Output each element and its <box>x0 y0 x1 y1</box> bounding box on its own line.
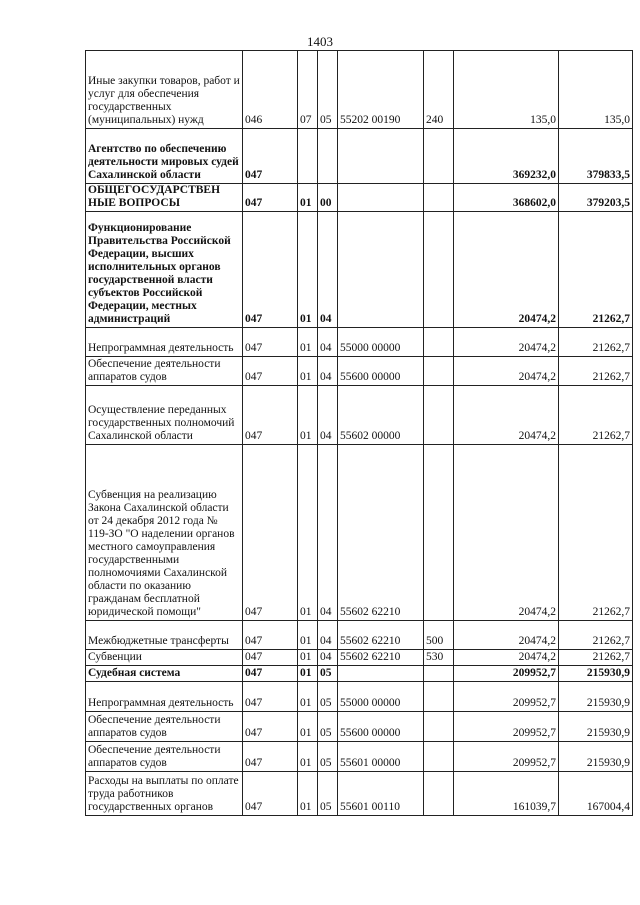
row-amount-year-1: 209952,7 <box>454 712 559 742</box>
table-body <box>86 51 633 816</box>
row-section-code: 01 <box>298 650 318 666</box>
row-expense-type <box>424 357 454 386</box>
row-name: Обеспечение деятельности аппаратов судов <box>86 712 243 742</box>
row-amount-year-1: 20474,2 <box>454 445 559 621</box>
row-name: Иные закупки товаров, работ и услуг для обеспечения государственных (муниципальных) нужд <box>86 51 243 129</box>
row-section-code <box>298 129 318 184</box>
row-ved-code: 047 <box>243 184 298 212</box>
table-row <box>86 129 633 184</box>
row-name: Субвенция на реализацию Закона Сахалинской области от 24 декабря 2012 года № 119-ЗО "О наделении органов местного самоуправления государственными полномочиями Сахалинской области по оказанию гражданам бесплатной юридической помощи" <box>86 445 243 621</box>
table-row <box>86 51 633 129</box>
row-name: Функционирование Правительства Российской Федерации, высших исполнительных органов государственной власти субъектов Российской Федерации, местных администраций <box>86 212 243 328</box>
row-name: Непрограммная деятельность <box>86 328 243 357</box>
row-amount-year-1: 368602,0 <box>454 184 559 212</box>
row-subsection-code: 04 <box>318 328 338 357</box>
row-section-code: 01 <box>298 357 318 386</box>
row-ved-code: 047 <box>243 357 298 386</box>
page-number: 1403 <box>307 34 333 49</box>
row-subsection-code: 05 <box>318 772 338 816</box>
row-name: Расходы на выплаты по оплате труда работников государственных органов <box>86 772 243 816</box>
table-row <box>86 650 633 666</box>
row-amount-year-1: 20474,2 <box>454 357 559 386</box>
row-amount-year-2: 21262,7 <box>559 621 633 650</box>
row-section-code: 01 <box>298 386 318 445</box>
row-target-article: 55000 00000 <box>338 328 424 357</box>
table-row <box>86 184 633 212</box>
row-subsection-code: 04 <box>318 650 338 666</box>
row-ved-code: 047 <box>243 666 298 682</box>
row-name: Судебная система <box>86 666 243 682</box>
row-ved-code: 047 <box>243 682 298 712</box>
table-row <box>86 666 633 682</box>
row-expense-type <box>424 212 454 328</box>
row-ved-code: 047 <box>243 621 298 650</box>
row-amount-year-2: 215930,9 <box>559 742 633 772</box>
row-target-article: 55602 62210 <box>338 650 424 666</box>
table-row <box>86 386 633 445</box>
table-row <box>86 328 633 357</box>
row-amount-year-2: 135,0 <box>559 51 633 129</box>
row-ved-code: 047 <box>243 129 298 184</box>
row-name: Субвенции <box>86 650 243 666</box>
row-amount-year-1: 209952,7 <box>454 682 559 712</box>
scan-artifact <box>0 410 60 470</box>
row-target-article: 55600 00000 <box>338 712 424 742</box>
row-expense-type <box>424 445 454 621</box>
row-subsection-code: 04 <box>318 212 338 328</box>
row-name: Непрограммная деятельность <box>86 682 243 712</box>
row-name: Межбюджетные трансферты <box>86 621 243 650</box>
row-ved-code: 047 <box>243 445 298 621</box>
table-row <box>86 621 633 650</box>
row-amount-year-2: 21262,7 <box>559 357 633 386</box>
row-section-code: 01 <box>298 712 318 742</box>
row-subsection-code: 04 <box>318 621 338 650</box>
row-subsection-code: 05 <box>318 682 338 712</box>
row-target-article <box>338 212 424 328</box>
row-subsection-code: 05 <box>318 666 338 682</box>
budget-table <box>85 50 633 816</box>
row-amount-year-1: 20474,2 <box>454 621 559 650</box>
row-target-article <box>338 129 424 184</box>
row-expense-type <box>424 682 454 712</box>
row-amount-year-2: 379833,5 <box>559 129 633 184</box>
row-expense-type: 500 <box>424 621 454 650</box>
row-target-article <box>338 184 424 212</box>
row-expense-type <box>424 184 454 212</box>
row-expense-type <box>424 712 454 742</box>
row-amount-year-2: 215930,9 <box>559 666 633 682</box>
row-expense-type <box>424 666 454 682</box>
row-ved-code: 047 <box>243 212 298 328</box>
row-section-code: 01 <box>298 184 318 212</box>
row-name: Обеспечение деятельности аппаратов судов <box>86 742 243 772</box>
row-expense-type <box>424 742 454 772</box>
row-subsection-code: 04 <box>318 357 338 386</box>
row-amount-year-2: 21262,7 <box>559 386 633 445</box>
table-row <box>86 712 633 742</box>
row-subsection-code: 05 <box>318 712 338 742</box>
row-expense-type <box>424 772 454 816</box>
table-row <box>86 682 633 712</box>
row-section-code: 01 <box>298 621 318 650</box>
row-amount-year-1: 209952,7 <box>454 666 559 682</box>
row-ved-code: 047 <box>243 772 298 816</box>
row-name: Осуществление переданных государственных полномочий Сахалинской области <box>86 386 243 445</box>
table-row <box>86 357 633 386</box>
row-section-code: 07 <box>298 51 318 129</box>
row-target-article: 55202 00190 <box>338 51 424 129</box>
row-expense-type <box>424 129 454 184</box>
table-row <box>86 212 633 328</box>
row-amount-year-2: 21262,7 <box>559 212 633 328</box>
row-ved-code: 047 <box>243 386 298 445</box>
row-amount-year-2: 21262,7 <box>559 650 633 666</box>
row-ved-code: 047 <box>243 328 298 357</box>
row-expense-type <box>424 386 454 445</box>
row-section-code: 01 <box>298 445 318 621</box>
row-amount-year-2: 21262,7 <box>559 328 633 357</box>
row-subsection-code: 04 <box>318 445 338 621</box>
row-ved-code: 047 <box>243 742 298 772</box>
row-amount-year-2: 21262,7 <box>559 445 633 621</box>
row-amount-year-1: 135,0 <box>454 51 559 129</box>
row-ved-code: 047 <box>243 650 298 666</box>
row-target-article: 55602 62210 <box>338 621 424 650</box>
row-section-code: 01 <box>298 212 318 328</box>
row-amount-year-1: 209952,7 <box>454 742 559 772</box>
row-name: ОБЩЕГОСУДАРСТВЕН НЫЕ ВОПРОСЫ <box>86 184 243 212</box>
row-target-article <box>338 666 424 682</box>
row-ved-code: 047 <box>243 712 298 742</box>
table-row <box>86 445 633 621</box>
row-amount-year-1: 20474,2 <box>454 650 559 666</box>
row-expense-type: 240 <box>424 51 454 129</box>
row-section-code: 01 <box>298 742 318 772</box>
row-name: Обеспечение деятельности аппаратов судов <box>86 357 243 386</box>
table-row <box>86 742 633 772</box>
row-subsection-code <box>318 129 338 184</box>
row-target-article: 55601 00000 <box>338 742 424 772</box>
row-section-code: 01 <box>298 328 318 357</box>
row-target-article: 55000 00000 <box>338 682 424 712</box>
row-ved-code: 046 <box>243 51 298 129</box>
row-amount-year-1: 20474,2 <box>454 328 559 357</box>
row-section-code: 01 <box>298 666 318 682</box>
row-target-article: 55601 00110 <box>338 772 424 816</box>
row-amount-year-1: 161039,7 <box>454 772 559 816</box>
row-subsection-code: 05 <box>318 742 338 772</box>
row-name: Агентство по обеспечению деятельности мировых судей Сахалинской области <box>86 129 243 184</box>
row-amount-year-2: 215930,9 <box>559 712 633 742</box>
row-section-code: 01 <box>298 682 318 712</box>
row-subsection-code: 05 <box>318 51 338 129</box>
table-row <box>86 772 633 816</box>
row-expense-type <box>424 328 454 357</box>
row-amount-year-1: 369232,0 <box>454 129 559 184</box>
row-expense-type: 530 <box>424 650 454 666</box>
row-subsection-code: 00 <box>318 184 338 212</box>
row-target-article: 55602 00000 <box>338 386 424 445</box>
row-amount-year-2: 215930,9 <box>559 682 633 712</box>
row-amount-year-2: 167004,4 <box>559 772 633 816</box>
row-subsection-code: 04 <box>318 386 338 445</box>
row-amount-year-1: 20474,2 <box>454 386 559 445</box>
row-section-code: 01 <box>298 772 318 816</box>
row-amount-year-1: 20474,2 <box>454 212 559 328</box>
row-amount-year-2: 379203,5 <box>559 184 633 212</box>
row-target-article: 55600 00000 <box>338 357 424 386</box>
row-target-article: 55602 62210 <box>338 445 424 621</box>
